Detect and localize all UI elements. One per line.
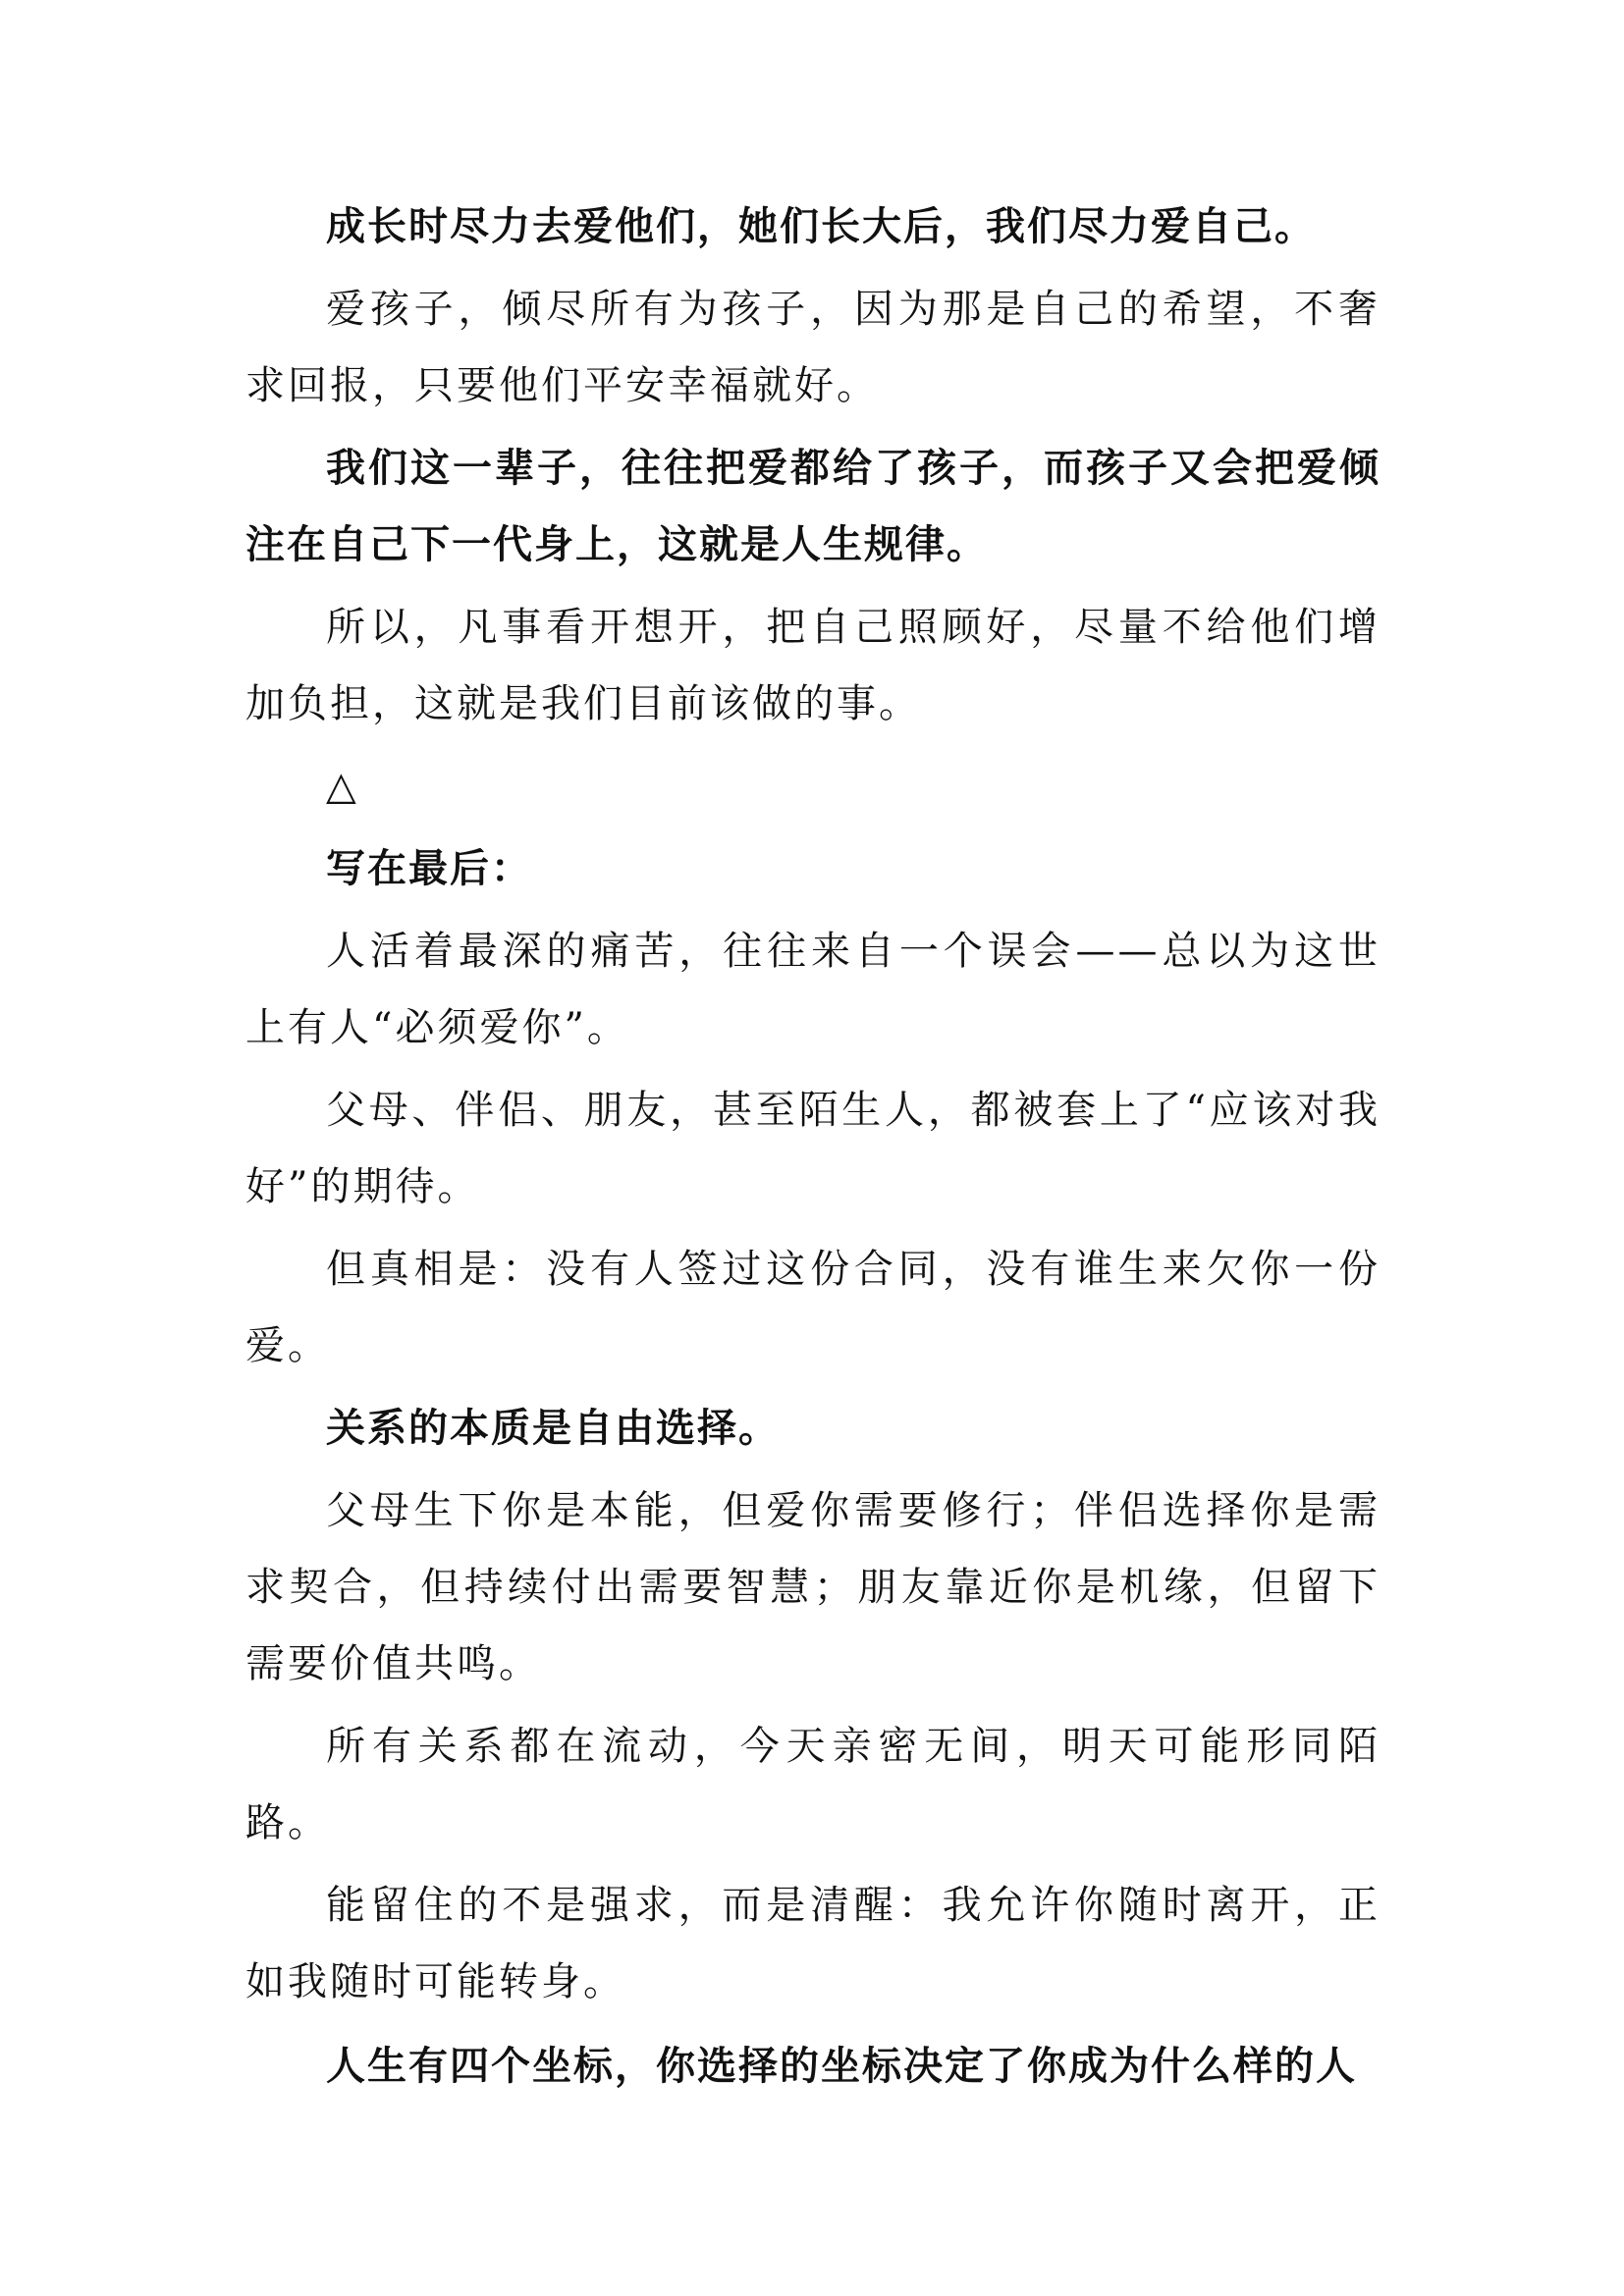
paragraph: 所以，凡事看开想开，把自己照顾好，尽量不给他们增加负担，这就是我们目前该做的事。 [245,605,1380,726]
paragraph-bold: 关系的本质是自由选择。 [326,1405,780,1451]
paragraph: 父母、伴侣、朋友，甚至陌生人，都被套上了“应该对我好”的期待。 [245,1088,1380,1209]
paragraph: 所有关系都在流动，今天亲密无间，明天可能形同陌路。 [245,1724,1380,1845]
paragraph-bold: 成长时尽力去爱他们，她们长大后，我们尽力爱自己。 [326,203,1316,249]
paragraph: 爱孩子，倾尽所有为孩子，因为那是自己的希望，不奢求回报，只要他们平安幸福就好。 [245,287,1380,408]
paragraph: 能留住的不是强求，而是清醒：我允许你随时离开，正如我随时可能转身。 [245,1883,1380,2004]
paragraph-bold: 我们这一辈子，往往把爱都给了孩子，而孩子又会把爱倾注在自己下一代身上，这就是人生规律。 [245,445,1380,567]
paragraph: 父母生下你是本能，但爱你需要修行；伴侣选择你是需求契合，但持续付出需要智慧；朋友靠近你是机缘，但留下需要价值共鸣。 [245,1488,1380,1686]
section-heading: 写在最后： [326,845,532,891]
document-body [245,188,1380,2105]
paragraph: 人活着最深的痛苦，往往来自一个误会——总以为这世上有人“必须爱你”。 [245,929,1380,1050]
paragraph-bold: 人生有四个坐标，你选择的坐标决定了你成为什么样的人 [326,2043,1357,2089]
paragraph: 但真相是：没有人签过这份合同，没有谁生来欠你一份爱。 [245,1247,1380,1368]
section-divider-triangle: △ [326,764,356,809]
